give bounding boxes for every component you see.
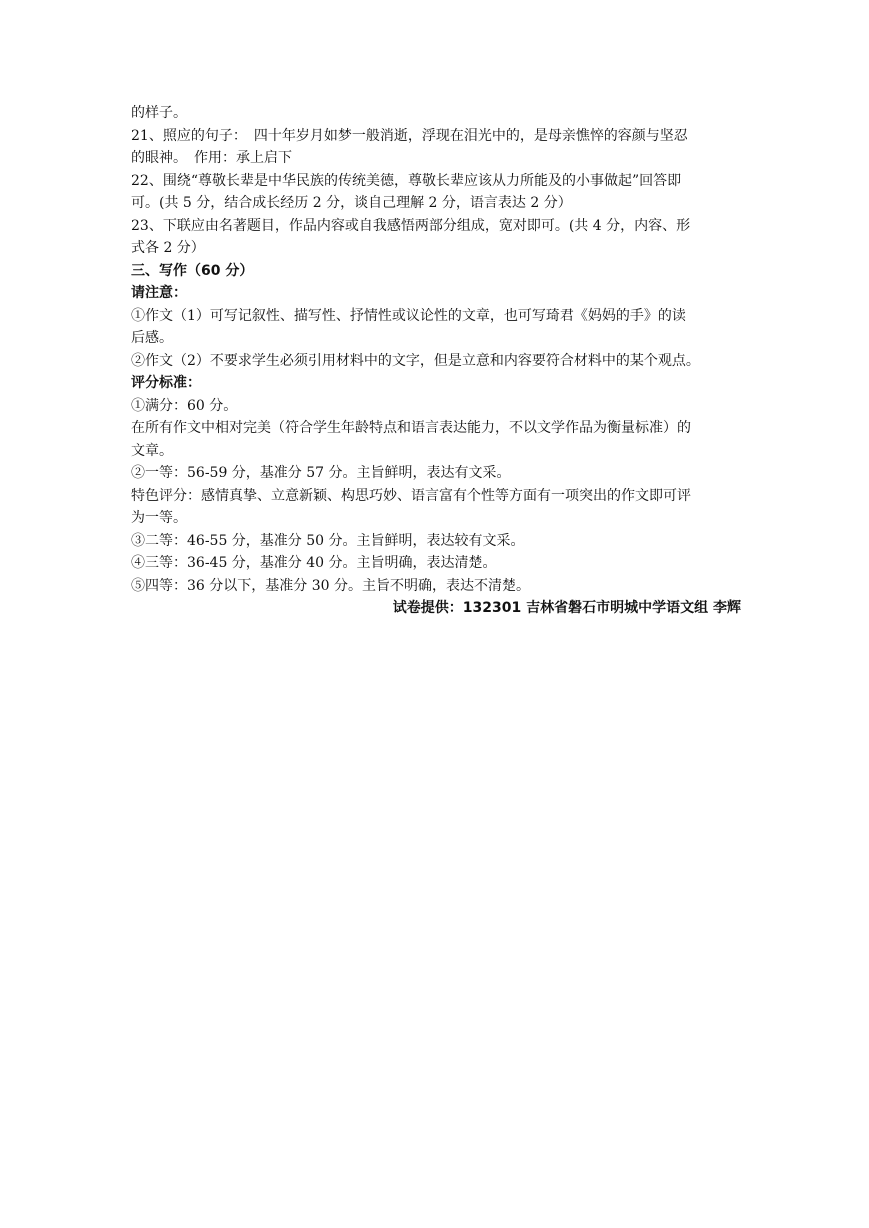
- notice-1-line-1: ①作文（1）可写记叙性、描写性、抒情性或议论性的文章，也可写琦君《妈妈的手》的读: [131, 307, 686, 324]
- answer-21-line-2: 的眼神。 作用：承上启下: [131, 150, 292, 166]
- answer-23-line-1: 23、下联应由名著题目，作品内容或自我感悟两部分组成，宽对即可。(共 4 分，内容、形: [131, 217, 691, 234]
- notice-2: ②作文（2）不要求学生必须引用材料中的文字，但是立意和内容要符合材料中的某个观点。: [131, 352, 700, 369]
- answer-continuation: 的样子。: [131, 105, 187, 121]
- paper-provider: 试卷提供：132301 吉林省磐石市明城中学语文组 李辉: [392, 600, 741, 616]
- grade-2: ③二等：46-55 分，基准分 50 分。主旨鲜明，表达较有文采。: [131, 532, 525, 549]
- document-page: [131, 102, 741, 620]
- answer-21-line-1: 21、照应的句子： 四十年岁月如梦一般消逝，浮现在泪光中的，是母亲憔悴的容颜与坚忍: [131, 127, 688, 144]
- special-score-line-2: 为一等。: [131, 510, 187, 526]
- full-score-desc-line-1: 在所有作文中相对完美（符合学生年龄特点和语言表达能力，不以文学作品为衡量标准）的: [131, 420, 691, 436]
- notice-1-line-2: 后感。: [131, 330, 173, 346]
- answer-22-line-2: 可。(共 5 分，结合成长经历 2 分，谈自己理解 2 分，语言表达 2 分）: [131, 195, 572, 211]
- answer-22-line-1: 22、围绕“尊敬长辈是中华民族的传统美德，尊敬长辈应该从力所能及的小事做起”回答即: [131, 172, 682, 189]
- full-score: ①满分：60 分。: [131, 397, 238, 414]
- grade-4: ⑤四等：36 分以下，基准分 30 分。主旨不明确，表达不清楚。: [131, 577, 530, 594]
- criteria-heading: 评分标准：: [131, 375, 201, 391]
- answer-23-line-2: 式各 2 分）: [131, 240, 205, 256]
- writing-heading: 三、写作（60 分）: [131, 262, 254, 279]
- grade-1: ②一等：56-59 分，基准分 57 分。主旨鲜明，表达有文采。: [131, 465, 511, 481]
- notice-heading: 请注意：: [131, 285, 187, 301]
- grade-3: ④三等：36-45 分，基准分 40 分。主旨明确，表达清楚。: [131, 555, 497, 571]
- full-score-desc-line-2: 文章。: [131, 442, 173, 459]
- special-score-line-1: 特色评分：感情真挚、立意新颖、构思巧妙、语言富有个性等方面有一项突出的作文即可评: [131, 487, 691, 504]
